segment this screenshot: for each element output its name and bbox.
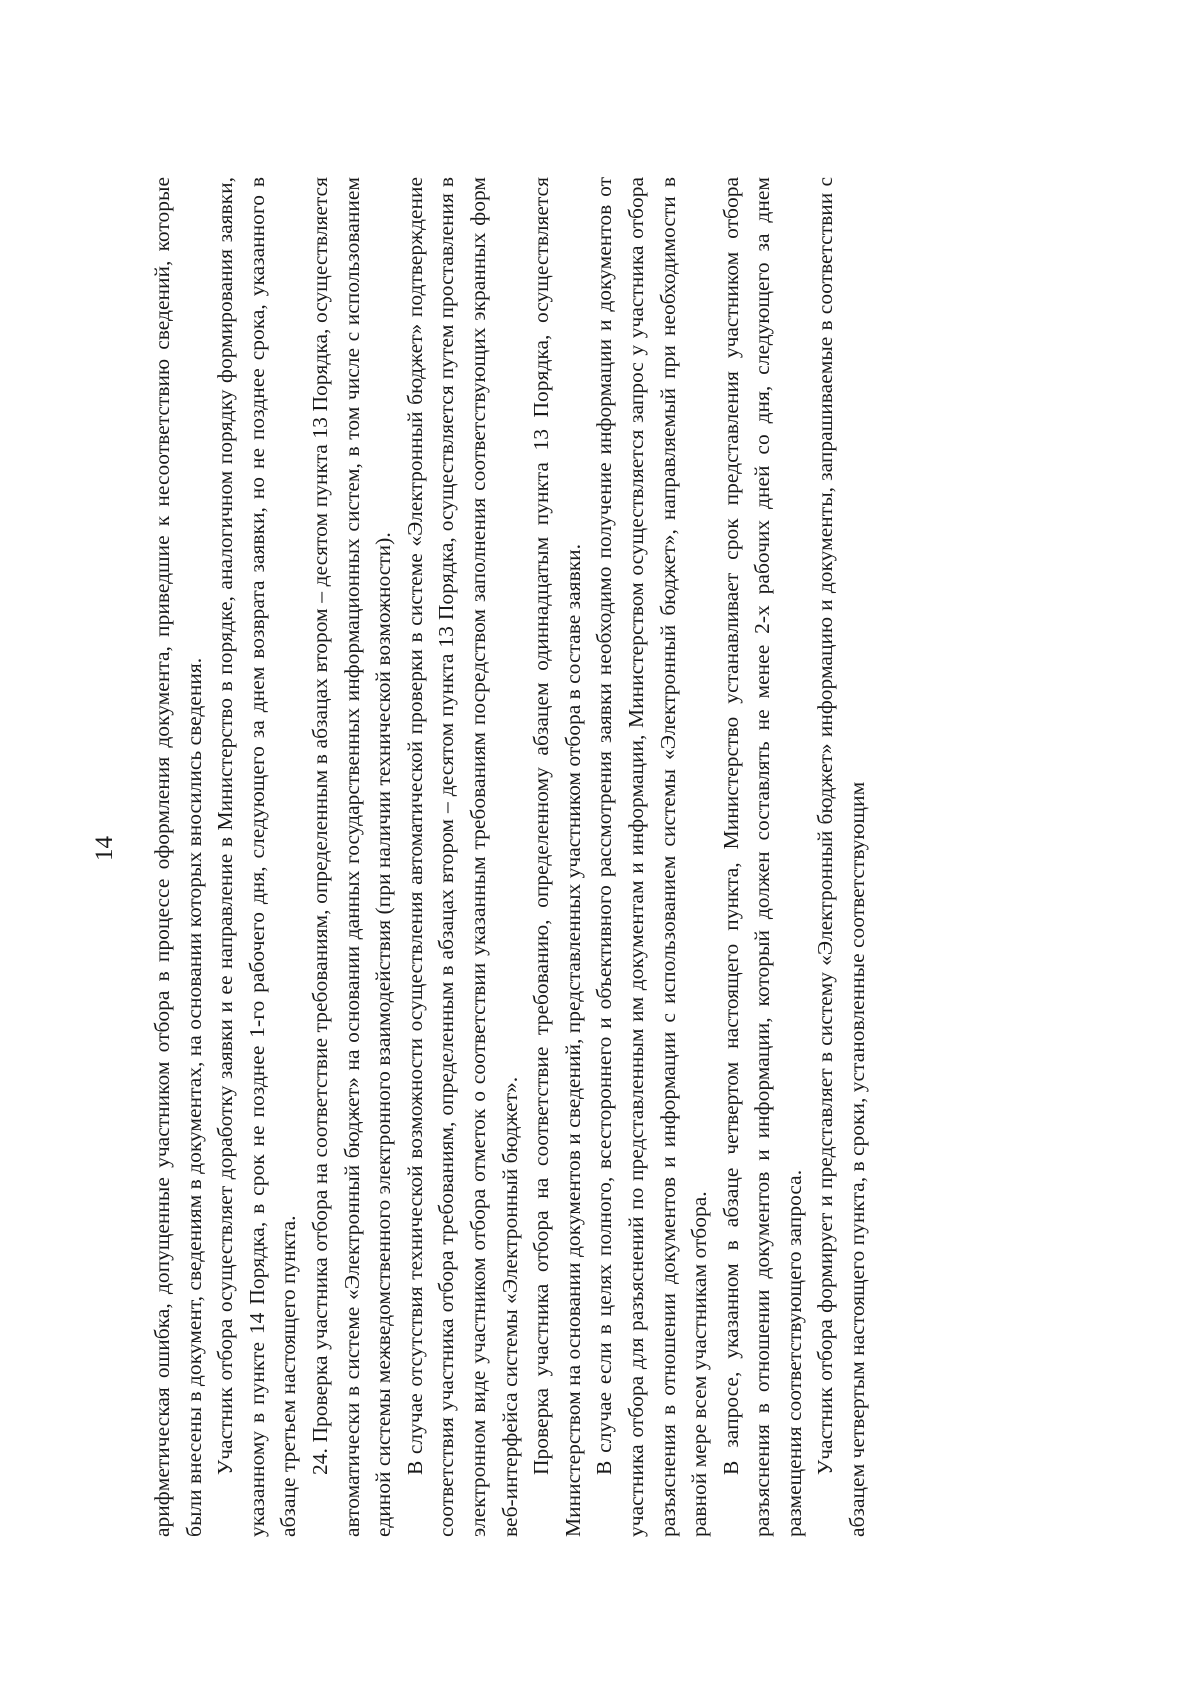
paragraph-revision-of-application: Участник отбора осуществляет доработку заявки и ее направление в Министерство в порядке, аналогичном порядку формирования заявки, указанному в пункте 14 Порядка, в срок не позднее 1-го рабочего дня, следующего за днем возврата заявки, но не позднее срока, указанного в абзаце третьем настоящего пункта.: [213, 177, 301, 1537]
document-body: [147, 177, 874, 1537]
paragraph-clause-24: 24. Проверка участника отбора на соответствие требованиям, определенным в абзацах втором – десятом пункта 13 Порядка, осуществляется автоматически в системе «Электронный бюджет» на основании данных государственных информационных систем, в том числе с использованием единой системы межведомственного электронного взаимодействия (при наличии технической возможности).: [307, 177, 396, 1537]
paragraph-request-deadline: В запросе, указанном в абзаце четвертом настоящего пункта, Министерство устанавливает срок представления участником отбора разъяснения в отношении документов и информации, который должен составлять не менее 2-х рабочих дней со дня, следующего за днем размещения соответствующего запроса.: [718, 177, 806, 1537]
paragraph-no-technical-possibility: В случае отсутствия технической возможности осуществления автоматической проверки в системе «Электронный бюджет» подтверждение соответствия участника отбора требованиям, определенным в абзацах втором – десятом пункта 13 Порядка, осуществляется путем проставления в электронном виде участником отбора отметок о соответствии указанным требованиям посредством заполнения соответствующих экранных форм веб-интерфейса системы «Электронный бюджет».: [402, 177, 522, 1537]
paragraph-clarification-request: В случае если в целях полного, всестороннего и объективного рассмотрения заявки необходимо получение информации и документов от участника отбора для разъяснений по представленным им документам и информации, Министерством осуществляется запрос у участника отбора разъяснения в отношении документов и информации с использованием системы «Электронный бюджет», направляемый при необходимости в равной мере всем участникам отбора.: [592, 177, 712, 1537]
paragraph-continuation: арифметическая ошибка, допущенные участником отбора в процессе оформления документа, приведшие к несоответствию сведений, которые были внесены в документ, сведениям в документах, на основании которых вносились сведения.: [150, 177, 206, 1537]
page-number: 14: [91, 836, 118, 861]
paragraph-participant-response: Участник отбора формирует и представляет в систему «Электронный бюджет» информацию и документы, запрашиваемые в соответствии с абзацем четвертым настоящего пункта, в сроки, установленные соответствующим: [813, 177, 870, 1537]
paragraph-requirement-check: Проверка участника отбора на соответствие требованию, определенному абзацем одиннадцатым пункта 13 Порядка, осуществляется Министерством на основании документов и сведений, представленных участником отбора в составе заявки.: [529, 177, 585, 1537]
